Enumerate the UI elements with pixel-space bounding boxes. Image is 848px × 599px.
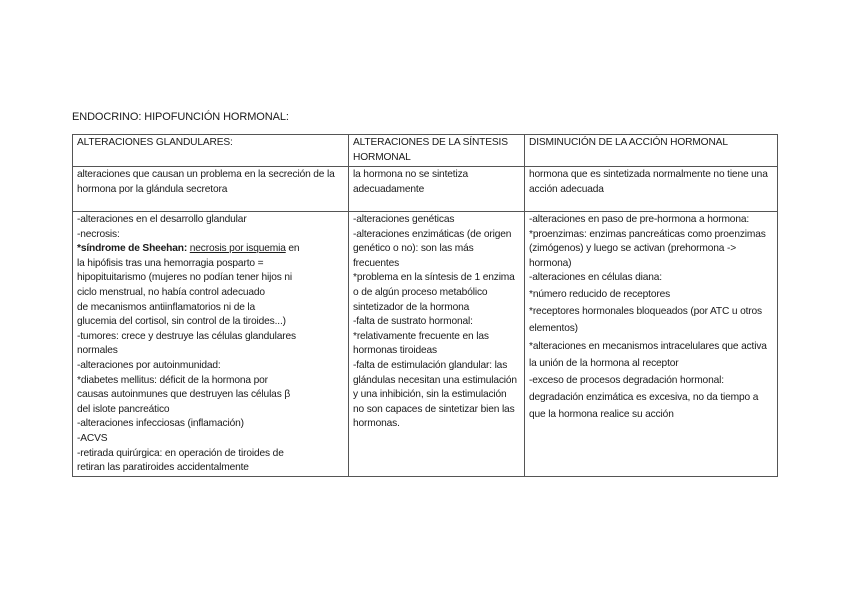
list-item-sheehan [77, 242, 344, 257]
list-item: -exceso de procesos degradación hormonal: degradación enzimática es excesiva, no da tiempo a que la hormona realice su acción [529, 374, 759, 421]
page-title: ENDOCRINO: HIPOFUNCIÓN HORMONAL: [72, 111, 289, 123]
list-item: *alteraciones en mecanismos intracelulares que activa la unión de la hormona al receptor [529, 340, 767, 369]
list-item: -necrosis: [77, 228, 120, 240]
header-sintesis: ALTERACIONES DE LA SÍNTESIS HORMONAL [349, 135, 525, 167]
sheehan-underline: necrosis por isquemia [189, 243, 286, 255]
sheehan-term: *síndrome de Sheehan: [77, 243, 188, 255]
list-item: *receptores hormonales bloqueados (por ATC u otros elementos) [529, 306, 762, 335]
header-glandulares: ALTERACIONES GLANDULARES: [73, 135, 349, 167]
list-item: de mecanismos antiinflamatorios ni de la [77, 301, 256, 313]
description-glandulares: alteraciones que causan un problema en la secreción de la hormona por la glándula secretora [73, 167, 349, 212]
list-item: normales [77, 345, 118, 357]
list-item: la hipófisis tras una hemorragia posparto = [77, 257, 264, 269]
list-item: hipopituitarismo (mujeres no podían tener hijos ni [77, 272, 293, 284]
list-item: -ACVS [77, 432, 108, 444]
description-sintesis: la hormona no se sintetiza adecuadamente [349, 167, 525, 212]
list-item: -falta de sustrato hormonal: [353, 316, 473, 328]
list-item: *número reducido de receptores [529, 288, 671, 300]
description-accion: hormona que es sintetizada normalmente no tiene una acción adecuada [525, 167, 778, 212]
list-item: *proenzimas: enzimas pancreáticas como proenzimas (zimógenos) y luego se activan (prehormona -> hormona) [529, 228, 766, 269]
list-item: causas autoinmunes que destruyen las células β [77, 389, 291, 401]
list-item: glucemia del cortisol, sin control de la tiroides...) [77, 316, 286, 328]
list-item: -falta de estimulación glandular: las glándulas necesitan una estimulación y una inhibición, sin la estimulación no son capaces de sintetizar bien las hormonas. [353, 359, 517, 430]
sheehan-rest: en [285, 243, 300, 255]
list-item: *relativamente frecuente en las hormonas tiroideas [353, 330, 489, 357]
content-table [72, 134, 778, 477]
list-item: -alteraciones en paso de pre-hormona a hormona: [529, 214, 750, 225]
details-accion [525, 212, 778, 477]
list-item: -alteraciones en el desarrollo glandular [77, 214, 247, 225]
list-item: -alteraciones en células diana: [529, 272, 662, 284]
list-item: *problema en la síntesis de 1 enzima o de algún proceso metabólico sintetizador de la hormona [353, 272, 515, 313]
list-item: retiran las paratiroides accidentalmente [77, 462, 249, 474]
list-item: -alteraciones enzimáticas (de origen genético o no): son las más frecuentes [353, 228, 512, 269]
list-item: -alteraciones genéticas [353, 214, 455, 225]
list-item: -alteraciones por autoinmunidad: [77, 359, 221, 371]
header-row [73, 135, 778, 167]
details-sintesis [349, 212, 525, 477]
details-glandulares [73, 212, 349, 477]
list-item: -tumores: crece y destruye las células glandulares [77, 330, 296, 342]
description-row [73, 167, 778, 212]
details-row [73, 212, 778, 477]
list-item: -retirada quirúrgica: en operación de tiroides de [77, 447, 284, 459]
list-item: ciclo menstrual, no había control adecuado [77, 286, 265, 298]
list-item: del islote pancreático [77, 403, 170, 415]
list-item: -alteraciones infecciosas (inflamación) [77, 418, 244, 430]
header-accion: DISMINUCIÓN DE LA ACCIÓN HORMONAL [525, 135, 778, 167]
list-item: *diabetes mellitus: déficit de la hormona por [77, 374, 268, 386]
